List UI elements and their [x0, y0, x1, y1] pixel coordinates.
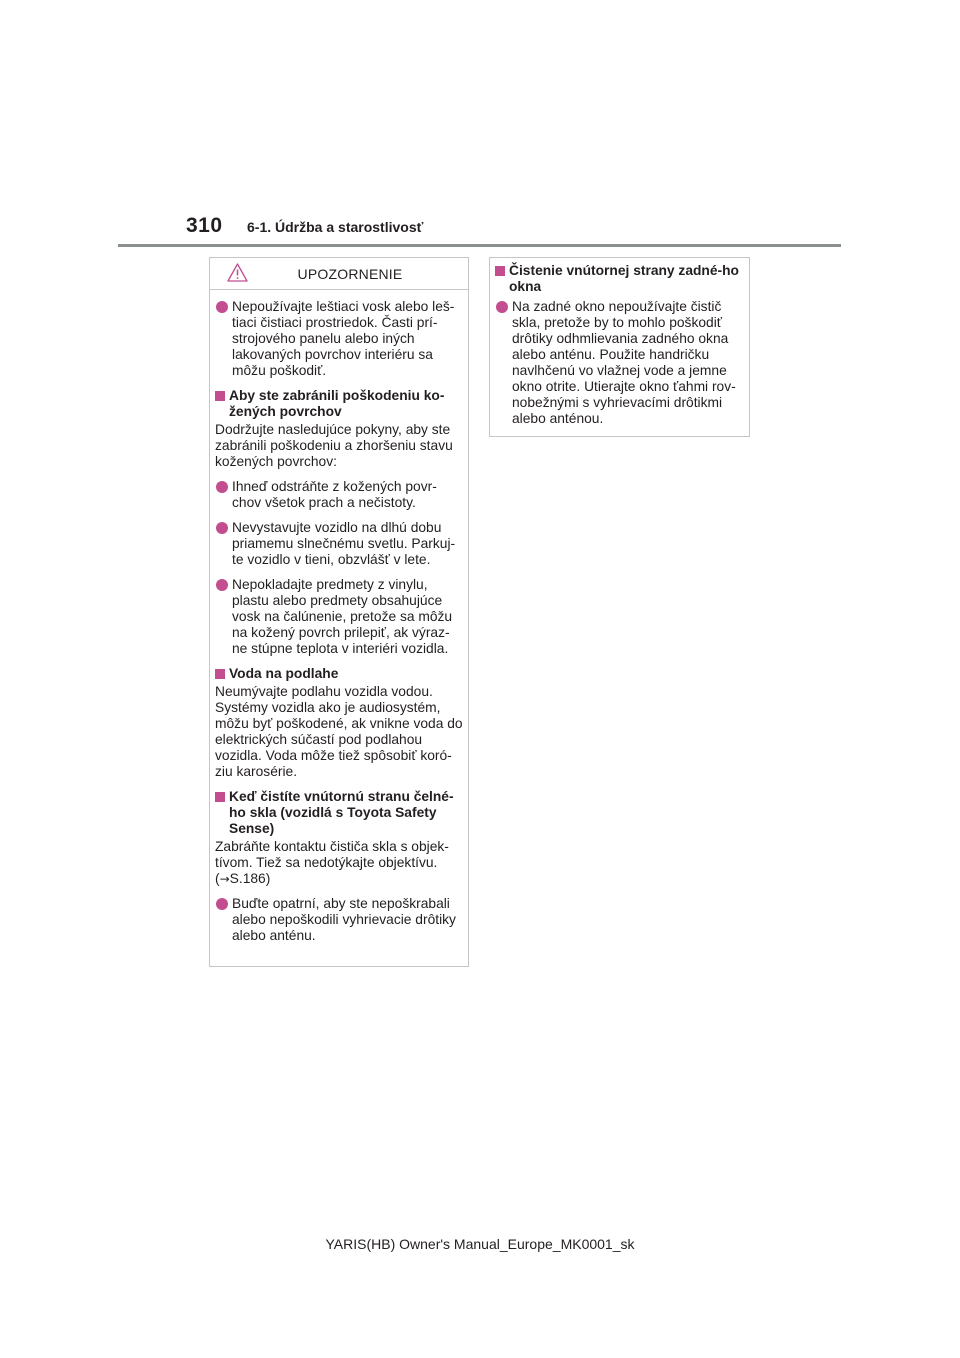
section-heading-rear-window	[495, 263, 744, 295]
paragraph	[215, 839, 463, 887]
rear-window-content	[490, 263, 749, 427]
paragraph: Dodržujte nasledujúce pokyny, aby ste zabránili poškodeniu a zhoršeniu stavu kožených povrchov:	[215, 422, 453, 469]
list-item	[215, 299, 463, 379]
square-bullet-icon	[215, 391, 225, 401]
header-rule	[118, 244, 841, 247]
page-reference-link[interactable]: S.186)	[229, 871, 271, 886]
section-heading-text: Voda na podlahe	[229, 666, 339, 681]
square-bullet-icon	[215, 669, 225, 679]
bullet-dot-icon	[216, 301, 228, 313]
page-number: 310	[186, 214, 223, 237]
warning-box-header	[210, 258, 468, 290]
list-item	[215, 479, 463, 511]
footer: YARIS(HB) Owner's Manual_Europe_MK0001_sk	[325, 1236, 635, 1252]
section-heading-text: Čistenie vnútornej strany zadné-ho okna	[509, 263, 739, 294]
bullet-text: Nepokladajte predmety z vinylu, plastu alebo predmety obsahujúce vosk na čalúnenie, pretože sa môžu na kožený povrch prilepiť, ak výraz-ne stúpne teplota v interiéri vozidla.	[232, 577, 453, 656]
section-heading-text: Keď čistíte vnútornú stranu čelné-ho skla (vozidlá s Toyota Safety Sense)	[229, 789, 454, 836]
arrow-right-icon: →	[219, 872, 230, 886]
bullet-dot-icon	[216, 481, 228, 493]
bullet-dot-icon	[216, 579, 228, 591]
paragraph: Neumývajte podlahu vozidla vodou. Systémy vozidla ako je audiosystém, môžu byť poškodené, ak vnikne voda do elektrických súčastí pod podlahou vozidla. Voda môže tiež spôsobiť koró-ziu karosérie.	[215, 684, 463, 779]
bullet-text: Buďte opatrní, aby ste nepoškrabali alebo nepoškodili vyhrievacie drôtiky alebo anténu.	[232, 896, 456, 943]
section-heading-text: Aby ste zabránili poškodeniu ko-žených povrchov	[229, 388, 445, 419]
list-item	[215, 896, 463, 944]
list-item	[495, 299, 744, 427]
warning-content	[210, 299, 468, 944]
bullet-text: Nevystavujte vozidlo na dlhú dobu priamemu slnečnému svetlu. Parkuj-te vozidlo v tieni, obzvlášť v lete.	[232, 520, 456, 567]
rear-window-box	[489, 257, 750, 437]
section-heading-water	[215, 666, 463, 682]
list-item	[215, 520, 463, 568]
section-title: 6-1. Údržba a starostlivosť	[247, 219, 424, 235]
bullet-text: Nepoužívajte leštiaci vosk alebo leš-tiaci čistiaci prostriedok. Časti prí-strojového panelu alebo iných lakovaných povrchov interiéru sa môžu poškodiť.	[232, 299, 455, 378]
warning-box	[209, 257, 469, 967]
section-heading-windshield	[215, 789, 463, 837]
square-bullet-icon	[215, 792, 225, 802]
list-item	[215, 577, 463, 657]
bullet-text: Ihneď odstráňte z kožených povr-chov všetok prach a nečistoty.	[232, 479, 437, 510]
warning-triangle-icon	[227, 263, 248, 282]
bullet-dot-icon	[496, 301, 508, 313]
bullet-text: Na zadné okno nepoužívajte čistič skla, pretože by to mohlo poškodiť drôtiky odhmlievania zadného okna alebo anténu. Použite handričku navlhčenú vo vlažnej vode a jemne okno otrite. Utierajte okno ťahmi rov-nobežnými s vyhrievacími drôtikmi alebo anténou.	[512, 299, 736, 426]
square-bullet-icon	[495, 266, 505, 276]
paragraph-text: Zabráňte kontaktu čističa skla s objek-tívom. Tiež sa nedotýkajte objektívu. (	[215, 839, 449, 886]
bullet-dot-icon	[216, 522, 228, 534]
section-heading-leather	[215, 388, 463, 420]
bullet-dot-icon	[216, 898, 228, 910]
warning-heading: UPOZORNENIE	[297, 265, 403, 282]
